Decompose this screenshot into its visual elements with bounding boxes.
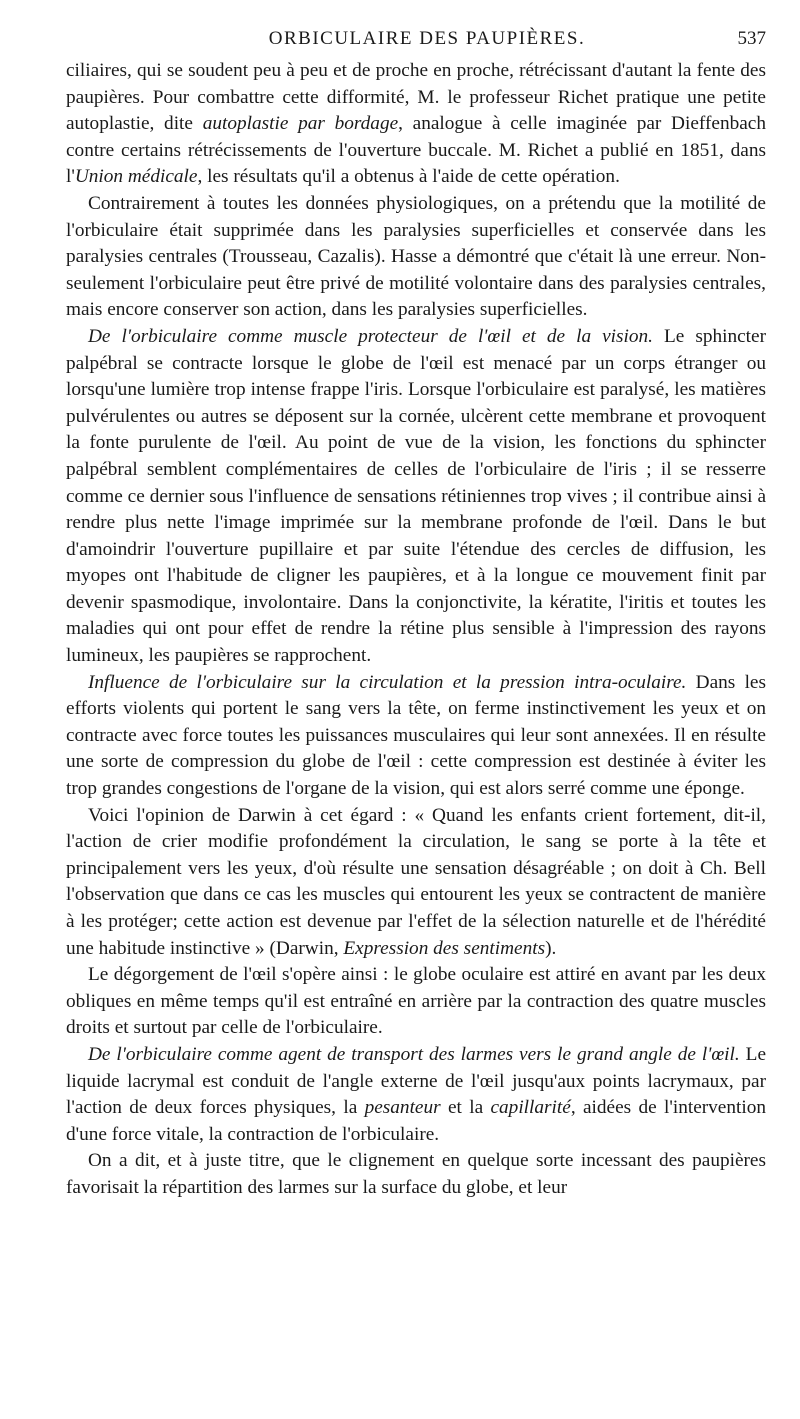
text-run: Le dégorgement de l'œil s'opère ainsi : le globe oculaire est attiré en avant par les deux obliques en même temps qu'il est entraîné en arrière par la contraction des quatre muscles droits et surtout par celle de l'orbiculaire.: [66, 964, 766, 1039]
text-run: , aidées de l'intervention d'une force vitale, la contraction de l'orbiculaire.: [66, 1097, 767, 1145]
paragraph: [66, 670, 766, 803]
paragraph: [66, 1148, 766, 1201]
paragraph: [66, 962, 766, 1042]
text-run: Le liquide lacrymal est conduit de l'angle externe de l'œil jusqu'aux points lacrymaux, par l'action de deux forces physiques, la: [66, 1043, 766, 1119]
italic-text: autoplastie par bordage: [202, 113, 399, 135]
italic-text: pesanteur: [364, 1097, 441, 1119]
italic-text: capillarité: [490, 1097, 571, 1119]
running-title: ORBICULAIRE DES PAUPIÈRES.: [268, 28, 586, 49]
paragraph: [66, 803, 766, 963]
text-run: , les résultats qu'il a obtenus à l'aide de cette opération.: [197, 166, 620, 188]
text-run: Dans les efforts violents qui portent le sang vers la tête, on ferme instinctivement les yeux et on contracte avec force toutes les puissances musculaires qui leur sont annexées. Il en résulte une sorte de compression du globe de l'œil : cette compression est destinée à éviter les trop grandes congestions de l'organe de la vision, qui est alors serré comme une éponge.: [66, 671, 766, 800]
page-header: [66, 28, 766, 58]
italic-text: Influence de l'orbiculaire sur la circulation et la pression intra-oculaire.: [88, 671, 687, 693]
text-run: Le sphincter palpébral se contracte lorsque le globe de l'œil est menacé par un corps étranger ou lorsqu'une lumière trop intense frappe l'iris. Lorsque l'orbiculaire est paralysé, les matières pulvérulentes ou autres se déposent sur la cornée, ulcèrent cette membrane et provoquent la fonte purulente de l'œil. Au point de vue de la vision, les fonctions du sphincter palpébral semblent complémentaires de celles de l'orbiculaire de l'iris ; il se resserre comme ce dernier sous l'influence de sensations rétiniennes trop vives ; il contribue ainsi à rendre plus nette l'image imprimée sur la membrane profonde de l'œil. Dans le but d'amoindrir l'ouverture pupillaire et par suite l'étendue des cercles de diffusion, les myopes ont l'habitude de cligner les paupières, et à la longue ce mouvement finit par devenir spasmodique, involontaire. Dans la conjonctivite, la kératite, l'iritis et toutes les maladies qui ont pour effet de rendre la rétine plus sensible à l'impression des rayons lumineux, les paupières se rapprochent.: [66, 325, 766, 667]
text-run: On a dit, et à juste titre, que le clignement en quelque sorte incessant des paupières favorisait la répartition des larmes sur la surface du globe, et leur: [66, 1150, 766, 1198]
paragraph: [66, 1042, 766, 1148]
paragraph: [66, 58, 766, 191]
page-number: 537: [737, 28, 766, 49]
italic-text: Union médicale: [74, 166, 198, 188]
paragraph: [66, 191, 766, 324]
text-run: Voici l'opinion de Darwin à cet égard : « Quand les enfants crient fortement, dit-il, l'action de crier modifie profondément la circulation, le sang se porte à la tête et principalement vers les yeux, d'où résulte une sensation désagréable ; on doit à Ch. Bell l'observation que dans ce cas les muscles qui entourent les yeux se contractent de manière à les protéger; cette action est devenue par l'effet de la sélection naturelle et de l'hérédité une habitude instinctive » (Darwin,: [66, 804, 766, 959]
text-run: et la: [440, 1097, 491, 1119]
italic-text: De l'orbiculaire comme muscle protecteur de l'œil et de la vision.: [88, 325, 653, 347]
italic-text: Expression des sentiments: [343, 937, 546, 959]
italic-text: De l'orbiculaire comme agent de transport des larmes vers le grand angle de l'œil.: [88, 1043, 740, 1065]
paragraph: [66, 324, 766, 670]
text-run: ciliaires, qui se soudent peu à peu et de proche en proche, rétrécissant d'autant la fente des paupières. Pour combattre cette difformité, M. le professeur Richet pratique une petite autoplastie, dite: [66, 60, 766, 135]
text-run: Contrairement à toutes les données physiologiques, on a prétendu que la motilité de l'orbiculaire était supprimée dans les paralysies superficielles et conservée dans les paralysies centrales (Trousseau, Cazalis). Hasse a démontré que c'était là une erreur. Non-seulement l'orbiculaire peut être privé de motilité volontaire dans des paralysies centrales, mais encore conserver son action, dans les paralysies superficielles.: [66, 192, 766, 321]
text-run: , analogue à celle imaginée par Dieffenbach contre certains rétrécissements de l'ouverture buccale. M. Richet a publié en 1851, dans l': [66, 113, 766, 188]
text-run: ).: [545, 937, 557, 959]
body-text: [66, 58, 766, 1202]
